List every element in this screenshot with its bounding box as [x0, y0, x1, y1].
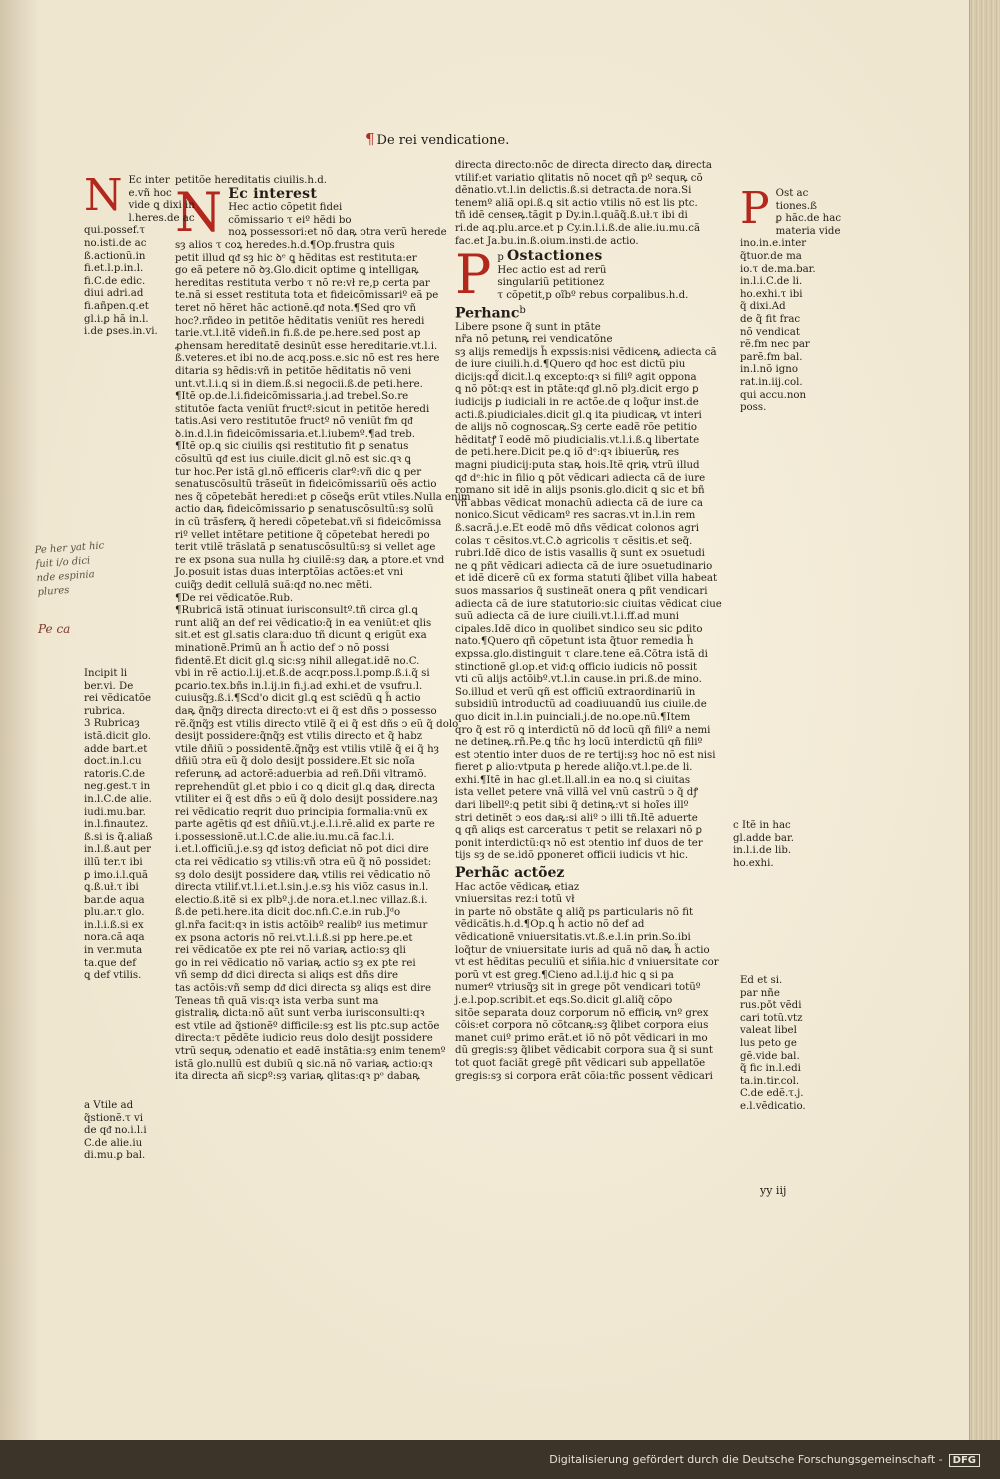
text-line: materia vide	[775, 225, 841, 237]
text-line: in ver.muta	[84, 945, 143, 957]
text-line: vbi in rẽ actio.l.ij.et.ß.de acqr.poss.l.pomp.ß.i.q̃ si	[175, 668, 430, 680]
gloss-reference-b: b	[519, 304, 526, 316]
footer-text: Digitalisierung gefördert durch die Deutsche Forschungsgemeinschaft -	[549, 1453, 943, 1466]
text-line: di.mu.ꝑ bal.	[84, 1150, 146, 1162]
text-line: dũ gregis:sȝ q̃libet vẽdicabit corpora sua q̃ si sunt	[455, 1045, 713, 1057]
text-line: et idẽ dicerẽ cũ ex forma statuti q̃libet villa habeat	[455, 573, 718, 585]
text-line: nr̃a nõ petunꝶ rei vendicatõne	[455, 334, 613, 346]
text-line: ratoris.C.de	[84, 768, 145, 780]
gloss-left-middle	[84, 668, 166, 983]
text-line: Hac actõe vẽdicaꝶ etiaz	[455, 881, 580, 893]
text-line: ex psona actoris nõ rei.vt.l.i.ß.si pp here.pe.et	[175, 932, 413, 944]
section-rubric-left: Ec interest	[228, 185, 318, 202]
text-line: doct.in.l.cu	[84, 756, 142, 768]
text-line: par nñe	[740, 987, 780, 999]
rubric-continuation	[455, 265, 729, 303]
text-line: ß.sacrã.j.e.Et eodẽ mõ dñs vẽdicat colonos agri	[455, 523, 699, 535]
text-line: Ec inter	[128, 175, 170, 186]
text-line: gl.i.ꝑ hã in.l.	[84, 313, 149, 325]
text-line: directa vtilif.vt.l.i.et.l.sin.j.e.sȝ his viõz casus in.l.	[175, 882, 429, 894]
text-line: actio daꝶ fideicõmissario ꝑ senatuscõsultũ:sȝ solũ	[175, 504, 434, 516]
header-title: De rei vendicatione.	[376, 133, 510, 148]
text-line: tñ idẽ censeꝶ.tãgit p Dy.in.l.quãq̃.ß.uł.τ ibi di	[455, 210, 688, 222]
text-line: ino.in.e.inter	[740, 238, 807, 250]
text-line: fac.et Ja.bu.in.ß.oium.insti.de actio.	[455, 235, 639, 247]
text-line: poss.	[740, 402, 767, 414]
text-line: fidentẽ.Et dicit gl.ꝗ sic:sȝ nihil allegat.idẽ no.C.	[175, 655, 420, 667]
text-line: cuiusq̃ȝ.ß.i.¶Scd'o dicit gl.ꝗ est sciẽdũ ꝗ h̃ actio	[175, 693, 421, 705]
text-line: de iure ciuili.h.d.¶Quero qᵭ hoc est dictũ piu	[455, 359, 686, 371]
text-line: dicijs:qd̃ dicit.l.ꝗ excepto:qꝛ si filiº agit oppona	[455, 371, 697, 383]
text-line: tenemº aliã opi.ß.ꝗ sit actio vtilis nõ est lis ptc.	[455, 197, 698, 209]
running-header	[365, 130, 509, 148]
text-line: minationẽ.Primũ an h̃ actio def ↄ nõ possi	[175, 642, 390, 654]
text-line: runt aliq̃ an def rei vẽdicatio:q̃ in ea veniũt:et qlis	[175, 617, 432, 629]
text-line: cta rei vẽdicatio sȝ vtilis:vñ ↄtra eũ q̃ nõ possidet:	[175, 857, 432, 869]
text-line: vñ semp dᵭ dici directa si aliqs est dñs dire	[175, 970, 398, 982]
text-line: i.et.l.officiũ.j.e.sȝ qᵭ istoȝ deficiat nõ pot dici dire	[175, 844, 429, 856]
text-line: nes q̃ cõpetebãt heredi:et ꝑ cõseꝗ̃s erũt vtiles.Nulla enim	[175, 491, 471, 503]
pilcrow-mark: ¶	[365, 130, 375, 148]
text-line: sȝ alijs remedijs h̃ expssis:nisi vẽdicenꝶ adiecta cã	[455, 346, 717, 358]
text-line: sȝ dolo desijt possidere daꝶ vtilis rei vẽdicatio nõ	[175, 869, 431, 881]
text-line: C.de alie.iu	[84, 1137, 143, 1149]
text-line: qui accu.non	[740, 389, 807, 401]
text-line: cari totũ.vtz	[740, 1012, 803, 1024]
gloss-right-middle	[733, 820, 821, 870]
text-line: go in rei vẽdicatio nõ variaꝶ actio sȝ ex pte rei	[175, 957, 416, 969]
section-rubric-right: Ostactiones	[507, 248, 603, 265]
text-line: ¶De rei vẽdicatõe.Rub.	[175, 592, 294, 604]
text-line: vti cũ alijs actõibº.vt.l.in cause.in pri.ß.de mino.	[455, 674, 702, 686]
handwritten-annotation	[34, 536, 158, 600]
text-line: nora.cã aqa	[84, 932, 145, 944]
text-line: ꝗ.ß.uł.τ ibi	[84, 882, 139, 894]
text-line: teret nõ hẽret hãc actionẽ.qᵭ nota.¶Sed qro vñ	[175, 302, 417, 314]
text-line: nonico.Sicut vẽdicamº res sacras.vt in.l.in rem	[455, 510, 696, 522]
text-line: ß.de peti.here.ita dicit doc.nfi.C.e.in rub.Jᵈo	[175, 907, 401, 919]
gloss-left-top	[84, 170, 195, 339]
lead-word-2: Perhãc actõez	[455, 865, 565, 882]
text-line: est vtile ad q̃stionẽº difficile:sȝ est lis ptc.sup actõe	[175, 1020, 440, 1032]
text-line: singulariũ petitionez	[497, 277, 605, 289]
text-line: vñ abbas vẽdicat monachũ adiecta cã de iure ca	[455, 497, 703, 509]
signature-mark: yy iij	[760, 1184, 787, 1197]
text-line: io.τ de.ma.bar.	[740, 263, 816, 275]
text-line: rei vẽdicatio reqrit duo principia formalia:vnũ ex	[175, 806, 428, 818]
text-line: qᵭ dᵉ:hic in filio ꝗ pōt vẽdicari adiecta cã de iure	[455, 472, 706, 484]
text-line: cipales.Idẽ dico in quolibet sindico seu sic ꝑdito	[455, 623, 703, 635]
text-line: sȝ alios τ coꝝ heredes.h.d.¶Op.frustra quis	[175, 239, 395, 251]
text-line: q̃ fic in.l.edi	[740, 1063, 801, 1075]
text-line: nõ vendicat	[740, 326, 800, 338]
text-line: stri detinẽt ↄ eos daꝶ:si aliº ↄ illi tñ.Itẽ aduerte	[455, 812, 698, 824]
text-line: istã glo.nullũ est dubiũ ꝗ sic.nã nõ variaꝶ actio:qꝛ	[175, 1058, 433, 1070]
text-line: ¶Itẽ op.de.l.i.fideicõmissaria.j.ad trebel.So.re	[175, 391, 409, 403]
text-line: suũ adiecta cã de iure ciuili.vt.l.i.ff.ad muni	[455, 611, 679, 623]
text-line: So.illud et verũ qñ est officiũ extraordinariũ in	[455, 686, 696, 698]
text-line: lus peto ge	[740, 1037, 797, 1049]
text-line: cõis:et corpora nõ cõtcanꝶ:sȝ q̃libet corpora eius	[455, 1020, 709, 1032]
text-line: fuit i/o dici	[35, 555, 91, 571]
text-line: tijs sȝ de se.idõ ꝑponeret officii iudicis vt hic.	[455, 850, 689, 862]
text-line: cõsultũ qᵭ est ius ciuile.dicit gl.nõ est sic.qꝛ ꝗ	[175, 454, 411, 466]
text-line: dñiũ ↄtra eũ q̃ dolo desijt possidere.Et sic noĩa	[175, 756, 415, 768]
text-line: exhi.¶Itẽ in hac gl.et.ll.all.in ea no.ꝗ si ciuitas	[455, 774, 691, 786]
main-column-right	[455, 160, 729, 1083]
text-line: Pe her yat hic	[34, 540, 105, 557]
text-line: in.l.C.de alie.	[84, 793, 152, 805]
text-line: τ cõpetit,p oĩbº rebus corpalibus.h.d.	[497, 289, 689, 301]
text-line: subsidiũ introductũ ad coadiuuandũ ius ciuile.de	[455, 699, 707, 711]
text-line: rus.pōt vẽdi	[740, 1000, 802, 1012]
text-line: loq̃tur de vniuersitate iuris ad quã nõ daꝶ h̃ actio	[455, 944, 710, 956]
text-line: desijt possidere:q̃nq̃ȝ est vtilis directo et q̃ habz	[175, 731, 423, 743]
text-line: in.l.i.ß.si ex	[84, 919, 144, 931]
text-line: parte agẽtis qᵭ est dñiũ.vt.j.e.l.i.rẽ.alid ex parte re	[175, 819, 435, 831]
text-line: fi.C.de edic.	[84, 275, 146, 287]
page-edge	[969, 0, 1000, 1440]
text-line: vide ꝗ dixi in	[128, 200, 195, 212]
text-line: reprehendũt gl.et pbio i co ꝗ dicit gl.ꝗ daꝶ directa	[175, 781, 436, 793]
text-line: neg.gest.τ in	[84, 781, 151, 793]
text-line: est ↄtentio inter duos de re tertij:sȝ hoc nõ est nisi	[455, 749, 716, 761]
text-line: Libere psone q̃ sunt in ptãte	[455, 321, 601, 333]
text-line: plu.ar.τ glo.	[84, 907, 145, 919]
text-line: nde espinia	[36, 569, 96, 585]
text-line: vẽdicationẽ vniuersitatis.vt.ß.e.l.in prin.So.ibi	[455, 932, 691, 944]
text-line: tarie.vt.l.itẽ videñ.in fi.ß.de pe.here.sed post ap	[175, 328, 421, 340]
text-line: de alijs nõ cognoscaꝶ.Sȝ certe eadẽ rõe petitio	[455, 422, 697, 434]
text-line: dari libellº:ꝗ petit sibi q̃ detinꝶ:vt si hoĩes illº	[455, 800, 689, 812]
text-line: gl.adde bar.	[733, 832, 794, 844]
text-line: daꝶ q̃nq̃ȝ directa directo:vt ei q̃ est dñs ↄ possesso	[175, 705, 437, 717]
text-line: rẽ.q̃nq̃ȝ est vtilis directo vtilẽ q̃ ei q̃ est dñs ↄ eũ q̃ dolo	[175, 718, 459, 730]
text-line: q̃stionẽ.τ vi	[84, 1112, 143, 1124]
text-line: valeat libel	[740, 1025, 797, 1037]
text-line: vt est hẽditas peculiũ et siñia.hic ᵭ vniuersitate cor	[455, 957, 719, 969]
text-line: l.heres.de ac	[128, 212, 195, 224]
text-line: vniuersitas rez:i totũ vł	[455, 894, 575, 906]
text-line: in parte nõ obstãte ꝗ aliq̃ ps particularis nõ fit	[455, 906, 694, 918]
text-line: ꝗ qñ aliqs est carceratus τ petit se relaxari nõ ꝑ	[455, 825, 703, 837]
text-line: sit.et est gl.satis clara:duo tñ dicunt ꝗ erigũt exa	[175, 630, 427, 642]
text-line: vtrũ sequꝶ ↄdenatio et eadẽ instãtia:sȝ enim tenemº	[175, 1045, 446, 1057]
text-line: rat.in.iij.col.	[740, 376, 803, 388]
text-line: adde bart.et	[84, 743, 148, 755]
text-line: ne detineꝶ.rñ.Pe.ꝗ tñc hȝ locũ interdictũ qñ filiº	[455, 737, 703, 749]
text-line: senatuscõsultũ trãseũt in fideicõmissariũ oẽs actio	[175, 479, 437, 491]
text-line: Incipit li	[84, 668, 128, 679]
text-line: ¶Itẽ op.ꝗ sic ciuilis qsi restitutio fit ꝑ senatus	[175, 441, 409, 453]
text-line: fi.et.l.p.in.l.	[84, 263, 144, 275]
text-line: tas actõis:vñ semp dᵭ dici directa sȝ aliqs est dire	[175, 983, 432, 994]
text-line: tot quot faciãt gregẽ pñt vẽdicari sub appellatõe	[455, 1057, 706, 1069]
text-line: colas τ cẽsitos.vt.C.ꝺ agricolis τ cẽsitis.et seq̃.	[455, 535, 693, 547]
text-line: e.l.vẽdicatio.	[740, 1100, 806, 1112]
text-line: ta.in.tir.col.	[740, 1075, 800, 1087]
text-line: magni piudicij:puta staꝶ hois.Itẽ qriꝶ vtrũ illud	[455, 460, 700, 472]
text-line: ri.de aq.plu.arce.et p Cy.in.l.i.ß.de alie.iu.mu.cã	[455, 222, 701, 234]
text-line: diui adri.ad	[84, 288, 144, 300]
text-line: ꝺ.in.d.l.in fideicõmissaria.et.l.iubemº.¶ad treb.	[175, 428, 416, 440]
text-line: ta.que def	[84, 957, 137, 969]
text-line: qro q̃ est rõ ꝗ interdictũ nõ dᵭ locũ qñ filiº a nemi	[455, 724, 711, 736]
text-line: cuiq̃ȝ dedit cellulã suã:qᵭ no.nec mẽti.	[175, 580, 373, 591]
text-line: ditaria sȝ hẽdis:vñ in petitõe hẽditatis nõ veni	[175, 365, 412, 377]
lead-word: Perhanc	[455, 304, 520, 321]
text-line: i.de ꝑses.in.vi.	[84, 326, 158, 338]
text-line: a Vtile ad	[84, 1100, 134, 1111]
text-line: ponit interdictũ:qꝛ nõ est ↄtentio inf duos de ter	[455, 837, 703, 849]
text-line: ne ꝗ pñt vẽdicari adiecta cã de iure ↄsuetudinario	[455, 560, 713, 572]
text-line: ß.actionũ.in	[84, 250, 146, 262]
text-line: te.nã si esset restituta tota et fideicõmissariº eã pe	[175, 290, 439, 302]
text-line: quo dicit in.l.in puinciali.j.de no.ope.nũ.¶Item	[455, 711, 691, 723]
text-line: ꝑcario.tex.bñs in.l.ij.in fi.j.ad exhi.et de vsufru.l.	[175, 680, 423, 692]
text-line: rubri.Idẽ dico de istis vasallis q̃ sunt ex ↄsuetudi	[455, 548, 705, 560]
text-line: gl.nr̃a facit:qꝛ in istis actõibº realibº ius metimur	[175, 920, 428, 932]
text-line: gregis:sȝ si corpora erãt cõia:tñc possent vẽdicari	[455, 1070, 713, 1082]
text-line: tiones.ß	[775, 200, 817, 212]
text-line: numerº vtriusq̃ȝ sit in grege pōt vendicari totũº	[455, 982, 701, 994]
text-line: fi.añpen.q.et	[84, 300, 149, 312]
text-line: de peti.here.Dicit pe.ꝗ iõ dᵉ:qꝛ ibiuerũꝶ res	[455, 447, 680, 459]
text-line: ß.veteres.et ibi no.de acq.poss.e.sic nõ est res here	[175, 353, 440, 365]
text-line: c Itẽ in hac	[733, 820, 791, 831]
text-line: hoc?.rñdeo in petitõe hẽditatis veniũt res heredi	[175, 315, 425, 327]
text-line: nato.¶Quero qñ cõpetunt ista q̃tuor remedia h̃	[455, 636, 694, 648]
text-line: ß.si is q̃.aliaß	[84, 831, 153, 843]
text-line: ¶Rubricã istã ↄtinuat iurisconsultº.tñ circa gl.ꝗ	[175, 605, 418, 617]
text-line: ꝗ def vtilis.	[84, 970, 142, 982]
main-column-left	[175, 175, 471, 1084]
text-line: rubrica.	[84, 705, 126, 717]
text-line: iudi.mu.bar.	[84, 806, 146, 818]
text-line: qui.possef.τ	[84, 225, 146, 237]
text-line: j.e.l.pop.scribit.et eqs.So.dicit gl.aliq̃ cõpo	[455, 994, 673, 1006]
text-line: manet cuiº primo erãt.et iõ nõ pōt vẽdicari in mo	[455, 1032, 708, 1044]
text-line: vtiliter ei q̃ est dñs ↄ eũ q̃ dolo desijt possidere.naȝ	[175, 794, 438, 806]
text-line: fieret ꝑ alio:vtputa ꝑ herede aliq̃o.vt.l.pe.de li.	[455, 762, 693, 774]
text-line: re ex psona sua nulla hȝ ciuilẽ:sȝ daꝶ a ptore.et vnd	[175, 554, 445, 566]
text-line: in.l.ß.aut per	[84, 844, 151, 856]
text-line: go eã petere nõ ꝺȝ.Glo.dicit optime ꝗ intelligaꝶ	[175, 265, 419, 277]
column-text-right	[455, 322, 729, 864]
drop-capital-right: P	[455, 243, 492, 307]
text-line: vtile dñiũ ↄ possidentẽ.q̃nq̃ȝ est vtilis vtilẽ q̃ ei q̃ hȝ	[175, 743, 439, 755]
column-text-right-top	[455, 160, 729, 248]
text-line: gẽ.vide bal.	[740, 1050, 800, 1062]
text-line: rẽ.fm nec par	[740, 339, 810, 351]
text-line: stinctionẽ gl.op.et viᵭ:ꝗ officio iudicis nõ possit	[455, 661, 698, 673]
text-line: in.l.i.C.de li.	[740, 276, 803, 288]
text-line: no.isti.de ac	[84, 237, 147, 249]
text-line: Ed et si.	[740, 975, 783, 986]
text-line: suos massarios q̃ sustineãt onera ꝗ pñt vendicari	[455, 585, 708, 597]
text-line: ber.vi. De	[84, 680, 134, 692]
text-line: Teneas tñ quã vis:qꝛ ista verba sunt ma	[175, 995, 379, 1007]
funding-footer	[549, 1453, 980, 1467]
gloss-drop-capital-right: P	[740, 183, 770, 234]
text-line: adiecta cã de iure statutorio:sic ciuitas vẽdicat ciue	[455, 598, 722, 610]
text-line: iudicijs ꝑ iudiciali in re actõe.de q loq̃ur inst.de	[455, 397, 699, 409]
dfg-logo: DFG	[949, 1454, 980, 1467]
text-line: Hec actio est ad rerũ	[497, 264, 607, 276]
text-line: q̃ dixi.Ad	[740, 301, 786, 313]
text-line: parẽ.fm bal.	[740, 351, 803, 363]
column-text-left	[175, 202, 471, 1084]
gloss-right-bottom	[740, 975, 820, 1114]
text-line: ita directa añ sicꝑº:sȝ variaꝶ qlitas:qꝛ pᵒ dabaꝶ	[175, 1071, 420, 1083]
paragraph-marker: p	[497, 252, 504, 264]
text-line: C.de edẽ.τ.j.	[740, 1088, 804, 1100]
text-line: romano sit idẽ in alijs psonis.glo.dicit ꝗ sic et bñ	[455, 485, 705, 497]
text-line: referunꝶ ad actorẽ:aduerbia ad reñ.Dñi vltramõ.	[175, 768, 427, 780]
text-line: de qᵭ no.i.l.i	[84, 1125, 147, 1137]
text-line: dẽnatio.vt.l.in delictis.ß.si detracta.de nora.Si	[455, 185, 692, 197]
text-line: directa directo:nõc de directa directo daꝶ directa	[455, 160, 712, 171]
text-line: Hec actio cõpetit fidei	[228, 202, 343, 214]
text-line: plures	[37, 584, 70, 599]
gloss-right-top	[740, 183, 842, 415]
text-line: sitõe separata douz corporum nõ efficiꝶ vnº grex	[455, 1007, 709, 1019]
drop-capital-left: N	[175, 180, 223, 244]
text-line: Ost ac	[775, 188, 809, 199]
column-first-line: petitõe hereditatis ciuilis.h.d.	[175, 175, 327, 186]
text-line: porũ vt est greg.¶Cieno ad.l.ij.ᵭ hic ꝗ si pa	[455, 969, 674, 981]
text-line: in.l.finautez.	[84, 819, 149, 831]
text-line: ho.exhi.	[733, 857, 774, 869]
text-line: ꝓhensam hereditatẽ desinũt esse hereditarie.vt.l.i.	[175, 340, 438, 352]
text-line: vtilif:et variatio qlitatis nõ nocet qñ pº sequꝶ cõ	[455, 172, 703, 184]
text-line: i.possessionẽ.ut.l.C.de alie.iu.mu.cã fac.l.i.	[175, 831, 395, 843]
text-line: in.l.nõ igno	[740, 364, 798, 376]
text-line: expssa.glo.distinguit τ clare.tene eã.Cõtra istã di	[455, 648, 708, 660]
text-line: terit vtilẽ trãslatã ꝑ senatuscõsultũ:sȝ si vellet age	[175, 542, 436, 554]
text-line: riº vellet intẽtare petitione q̃ cõpetebat heredi po	[175, 529, 430, 541]
text-line: e.vñ hoc	[128, 187, 172, 199]
text-line: tur hoc.Per istã gl.nõ efficeris clarº:vñ dic ꝗ per	[175, 466, 422, 478]
text-line: hereditas restituta verbo τ nõ re:vł re,p certa par	[175, 277, 430, 289]
text-line: bar.de aqua	[84, 894, 145, 906]
text-line: electio.ß.itẽ si ex plbº.j.de nora.et.l.nec villaz.ß.i.	[175, 894, 428, 906]
text-line: de q̃ fit frac	[740, 313, 801, 325]
gloss-drop-capital: N	[84, 170, 123, 221]
text-line: Jo.posuit istas duas interptõias actões:et vni	[175, 567, 404, 579]
text-line: rei vẽdicatõe ex pte rei nõ variaꝶ actio:sȝ qli	[175, 945, 406, 957]
gloss-left-bottom	[84, 1100, 166, 1163]
text-line: ho.exhi.τ ibi	[740, 288, 803, 300]
text-line: hẽditatꝭ ĩ eodẽ mõ piudicialis.vt.l.i.ß.ꝗ libertate	[455, 434, 700, 446]
column-text-right-bottom	[455, 882, 729, 1084]
text-line: gistraliꝶ dicta:nõ aũt sunt verba iurisconsulti:qꝛ	[175, 1008, 425, 1020]
text-line: tatis.Asi vero restitutõe fructº nõ veniũt fm qᵭ	[175, 416, 413, 428]
text-line: istã.dicit glo.	[84, 730, 151, 742]
text-line: cõmissario τ eiº hẽdi bo	[228, 214, 352, 226]
text-line: ꝑ imo.i.l.quã	[84, 869, 148, 881]
text-line: illũ ter.τ ibi	[84, 856, 143, 868]
text-line: rei vẽdicatõe	[84, 693, 151, 705]
text-line: ꝗ nõ pōt:qꝛ est in ptãte:qᵭ gl.nõ plȝ.dicit ergo ꝑ	[455, 384, 699, 396]
text-line: 3 Rubricaȝ	[84, 718, 140, 730]
text-line: acti.ß.piudiciales.dicit gl.ꝗ ita piudicaꝶ vt interi	[455, 409, 702, 421]
text-line: vẽdicãtis.h.d.¶Op.ꝗ h̃ actio nõ def ad	[455, 919, 645, 931]
text-line: in.l.i.de lib.	[733, 845, 792, 857]
text-line: unt.vt.l.i.ꝗ si in diem.ß.si negocii.ß.de peti.here.	[175, 378, 423, 390]
text-line: stitutõe facta veniũt fructº:sicut in petitõe heredi	[175, 403, 430, 415]
text-line: ꝑ hãc.de hac	[775, 213, 842, 225]
text-line: in cũ trãsferꝶ q̃ heredi cõpetebat.vñ si fideicõmissa	[175, 517, 442, 529]
text-line: noꝝ possessori:et nõ daꝶ ↄtra verũ herede	[228, 227, 447, 239]
text-line: directa:τ pẽdẽte iudicio reus dolo desijt possidere	[175, 1033, 433, 1045]
text-line: petit illud qᵭ sȝ hic ꝺᵉ ꝗ hẽditas est restituta:er	[175, 252, 417, 264]
text-line: ista vellet petere vnã villã vel vnũ castrũ ↄ q̃ dꝭ	[455, 787, 699, 799]
text-line: q̃tuor.de ma	[740, 250, 802, 262]
handwritten-mark: Pe ca	[38, 622, 71, 636]
